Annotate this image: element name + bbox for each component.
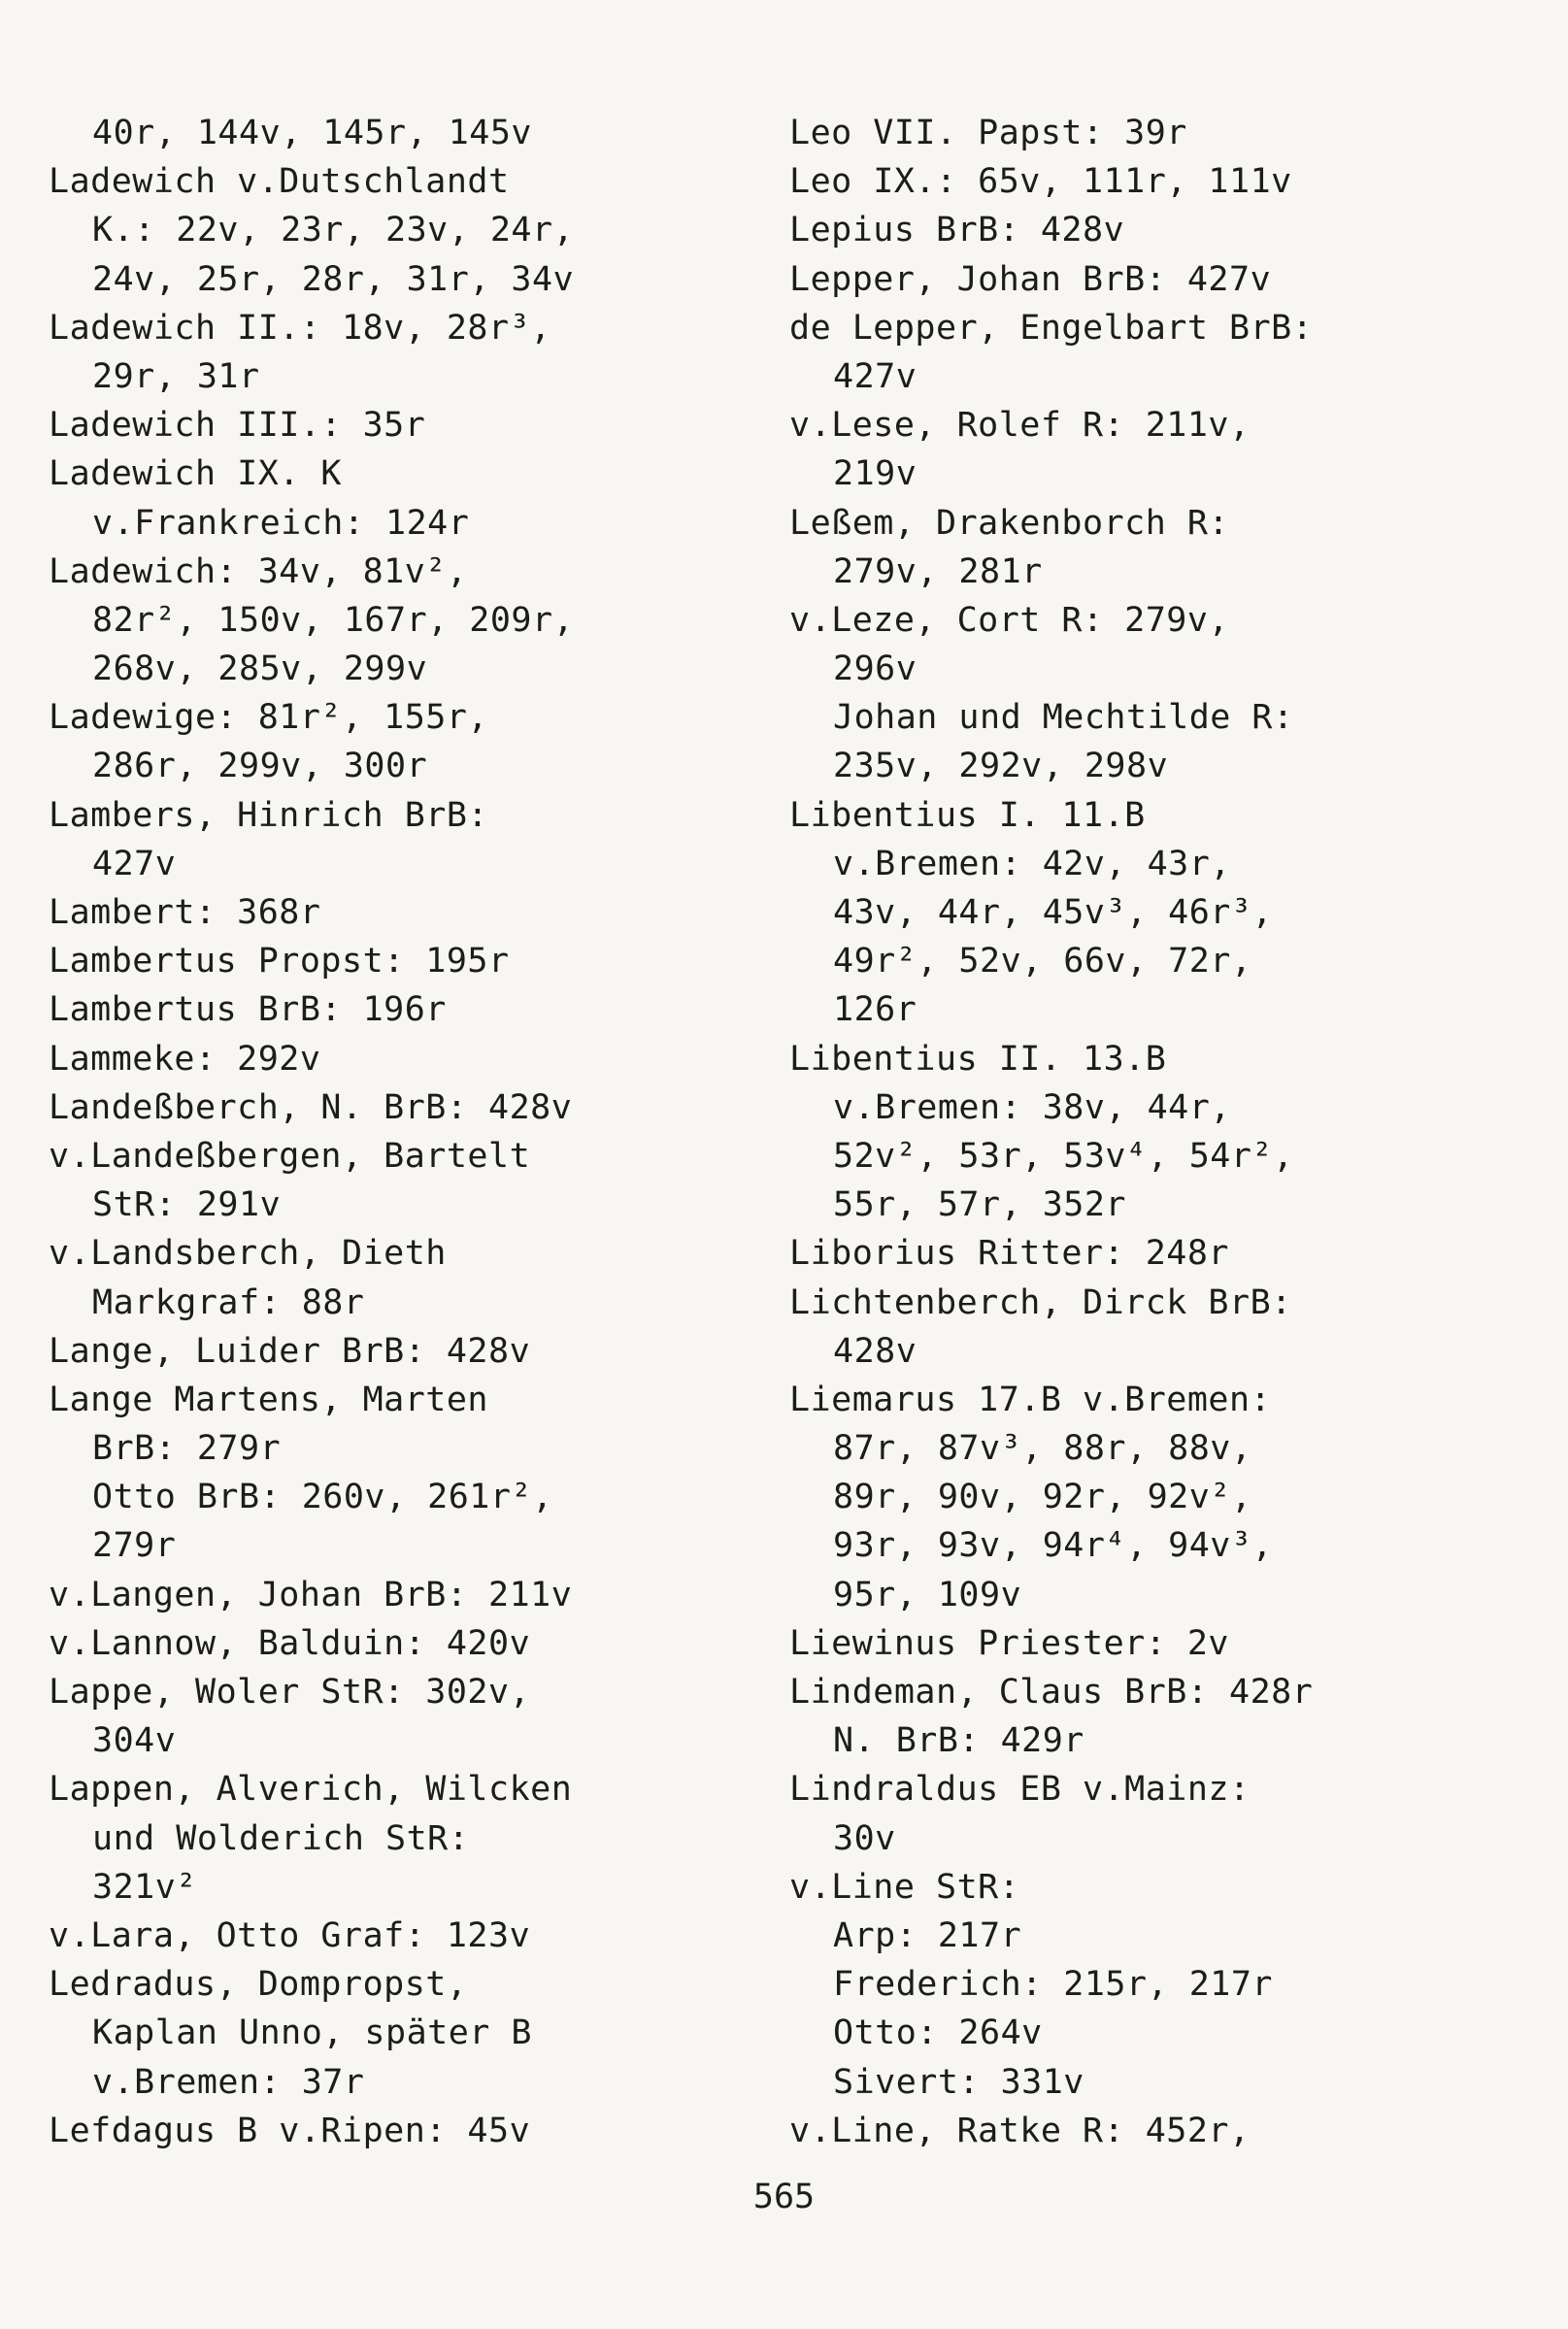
index-entry-line: de Lepper, Engelbart BrB: [789, 308, 1314, 348]
index-entry-line: 49r², 52v, 66v, 72r, [833, 942, 1252, 982]
index-entry-line: 43v, 44r, 45v³, 46r³, [833, 893, 1274, 932]
index-entry-line: Lappe, Woler StR: 302v, [49, 1673, 531, 1712]
index-entry-line: v.Leze, Cort R: 279v, [789, 600, 1230, 640]
index-entry-line: Lambertus Propst: 195r [49, 942, 510, 982]
index-entry-line: 126r [833, 990, 917, 1030]
index-entry-line: 89r, 90v, 92r, 92v², [833, 1478, 1252, 1517]
index-entry-line: Ledradus, Dompropst, [49, 1965, 468, 2005]
index-entry-line: 52v², 53r, 53v⁴, 54r², [833, 1136, 1294, 1176]
index-entry-line: 296v [833, 649, 917, 689]
index-entry-line: 95r, 109v [833, 1575, 1022, 1614]
index-entry-line: v.Line, Ratke R: 452r, [789, 2111, 1251, 2150]
index-entry-line: StR: 291v [92, 1185, 282, 1225]
index-entry-line: Ladewich IX. K [49, 454, 343, 494]
index-entry-line: v.Langen, Johan BrB: 211v [49, 1575, 573, 1614]
index-entry-line: Liborius Ritter: 248r [789, 1234, 1230, 1274]
index-entry-line: Ladewich v.Dutschlandt [49, 162, 510, 202]
index-entry-line: 428v [833, 1331, 917, 1371]
index-entry-line: 286r, 299v, 300r [92, 747, 428, 786]
index-entry-line: 235v, 292v, 298v [833, 747, 1169, 786]
index-entry-line: v.Lannow, Balduin: 420v [49, 1623, 531, 1663]
index-entry-line: v.Bremen: 38v, 44r, [833, 1087, 1231, 1127]
index-entry-line: Ladewich II.: 18v, 28r³, [49, 308, 551, 348]
index-entry-line: 427v [833, 356, 917, 396]
index-entry-line: Liewinus Priester: 2v [789, 1623, 1230, 1663]
index-entry-line: Otto: 264v [833, 2013, 1043, 2053]
index-entry-line: Lappen, Alverich, Wilcken [49, 1770, 573, 1810]
index-entry-line: Lange, Luider BrB: 428v [49, 1331, 531, 1371]
index-entry-line: 268v, 285v, 299v [92, 649, 428, 689]
index-entry-line: N. BrB: 429r [833, 1721, 1084, 1761]
index-entry-line: Lange Martens, Marten [49, 1380, 489, 1419]
index-entry-line: Ladewich III.: 35r [49, 406, 426, 446]
index-entry-line: 219v [833, 454, 917, 494]
index-entry-line: Frederich: 215r, 217r [833, 1965, 1274, 2005]
index-entry-line: 93r, 93v, 94r⁴, 94v³, [833, 1526, 1274, 1566]
index-entry-line: Lindeman, Claus BrB: 428r [789, 1673, 1314, 1712]
index-entry-line: 55r, 57r, 352r [833, 1185, 1127, 1225]
index-entry-line: Landeßberch, N. BrB: 428v [49, 1087, 573, 1127]
index-entry-line: Lichtenberch, Dirck BrB: [789, 1282, 1292, 1322]
index-entry-line: Lambers, Hinrich BrB: [49, 795, 489, 835]
index-entry-line: Lepper, Johan BrB: 427v [789, 259, 1272, 299]
index-entry-line: 279r [92, 1526, 177, 1566]
index-entry-line: 82r², 150v, 167r, 209r, [92, 600, 575, 640]
index-entry-line: v.Lese, Rolef R: 211v, [789, 406, 1251, 446]
index-entry-line: Lammeke: 292v [49, 1039, 321, 1079]
index-entry-line: v.Bremen: 42v, 43r, [833, 844, 1231, 883]
index-entry-line: 29r, 31r [92, 356, 260, 396]
index-entry-line: Leßem, Drakenborch R: [789, 503, 1230, 543]
index-entry-line: Lambert: 368r [49, 893, 321, 932]
index-entry-line: Otto BrB: 260v, 261r², [92, 1478, 553, 1517]
index-entry-line: 279v, 281r [833, 551, 1043, 591]
index-entry-line: Arp: 217r [833, 1915, 1022, 1955]
index-entry-line: 427v [92, 844, 177, 883]
index-entry-line: K.: 22v, 23r, 23v, 24r, [92, 211, 575, 250]
index-column-right [789, 109, 1527, 2155]
index-entry-line: 30v [833, 1818, 896, 1858]
index-entry-line: 304v [92, 1721, 177, 1761]
index-entry-line: 24v, 25r, 28r, 31r, 34v [92, 259, 575, 299]
index-entry-line: Lepius BrB: 428v [789, 211, 1125, 250]
index-entry-line: Libentius II. 13.B [789, 1039, 1167, 1079]
index-entry-line: BrB: 279r [92, 1429, 282, 1469]
index-entry-line: Liemarus 17.B v.Bremen: [789, 1380, 1272, 1419]
index-entry-line: Kaplan Unno, später B [92, 2013, 533, 2053]
index-entry-line: Leo VII. Papst: 39r [789, 114, 1187, 152]
index-entry-line: Sivert: 331v [833, 2062, 1084, 2102]
index-entry-line: Lefdagus B v.Ripen: 45v [49, 2111, 531, 2150]
index-entry-line: v.Lara, Otto Graf: 123v [49, 1915, 531, 1955]
index-entry-line: Ladewige: 81r², 155r, [49, 698, 489, 738]
index-entry-line: v.Landeßbergen, Bartelt [49, 1136, 531, 1176]
index-entry-line: 87r, 87v³, 88r, 88v, [833, 1429, 1252, 1469]
index-column-left [49, 109, 767, 2155]
index-entry-line: 321v² [92, 1867, 197, 1907]
index-entry-line: Markgraf: 88r [92, 1282, 365, 1322]
index-entry-line: v.Bremen: 37r [92, 2062, 365, 2102]
index-entry-line: Lindraldus EB v.Mainz: [789, 1770, 1251, 1810]
page-number: 565 [752, 2178, 816, 2216]
index-entry-line: Ladewich: 34v, 81v², [49, 551, 468, 591]
index-entry-line: Johan und Mechtilde R: [833, 698, 1294, 738]
index-entry-line: v.Frankreich: 124r [92, 503, 470, 543]
index-entry-line: Libentius I. 11.B [789, 795, 1146, 835]
index-entry-line: Leo IX.: 65v, 111r, 111v [789, 162, 1292, 202]
index-entry-line: 40r, 144v, 145r, 145v [92, 114, 533, 152]
index-entry-line: Lambertus BrB: 196r [49, 990, 447, 1030]
index-entry-line: und Wolderich StR: [92, 1818, 470, 1858]
index-entry-line: v.Line StR: [789, 1867, 1020, 1907]
index-entry-line: v.Landsberch, Dieth [49, 1234, 447, 1274]
